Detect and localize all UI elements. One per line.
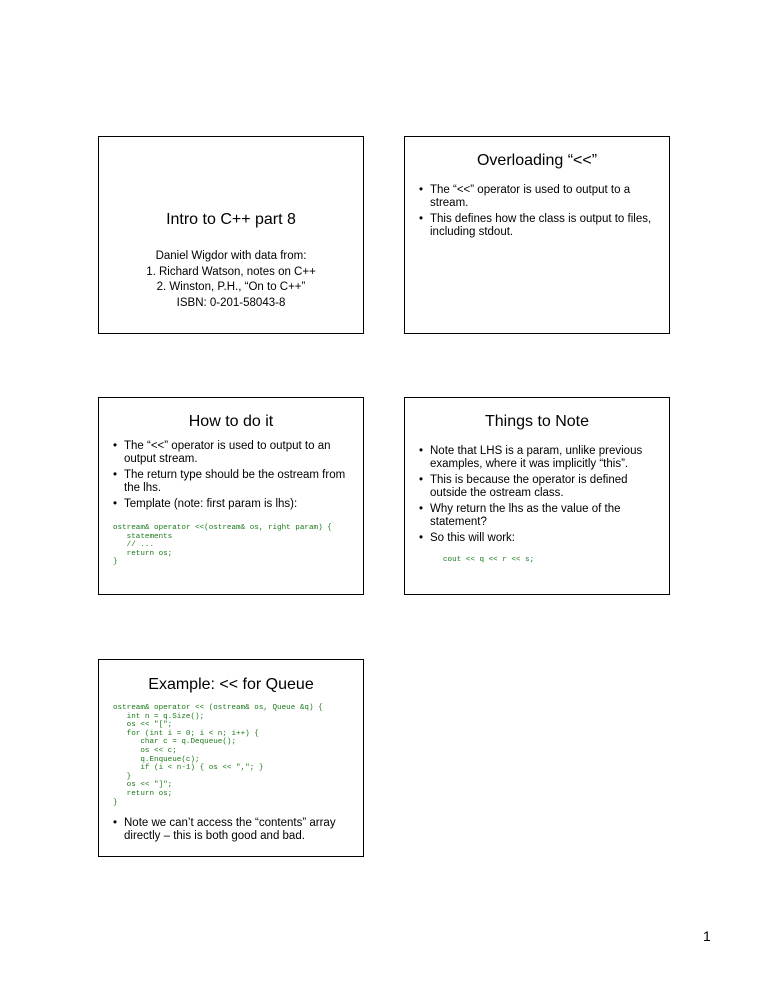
slide-title: How to do it — [188, 413, 274, 430]
slide-1 — [98, 136, 364, 334]
subtitle-line: Daniel Wigdor with data from: — [155, 250, 307, 262]
code-block: cout << q << r << s; — [443, 556, 535, 564]
slide-2 — [404, 136, 670, 334]
subtitle-line: 2. Winston, P.H., “On to C++” — [156, 281, 306, 293]
slide-5 — [98, 659, 364, 857]
slide-title: Intro to C++ part 8 — [166, 211, 296, 228]
bullet-item: • The “<<” operator is used to output to an output stream. — [113, 440, 349, 466]
bullet-item: • This defines how the class is output to files, including stdout. — [419, 213, 655, 239]
slide-title: Example: << for Queue — [148, 676, 314, 693]
page-number: 1 — [703, 928, 711, 944]
bullet-item: • Why return the lhs as the value of the statement? — [419, 503, 655, 529]
subtitle-line: ISBN: 0-201-58043-8 — [176, 296, 286, 309]
bullet-item: • So this will work: — [419, 532, 655, 545]
bullet-item: • Template (note: first param is lhs): — [113, 498, 349, 511]
bullet-item: • The “<<” operator is used to output to a stream. — [419, 184, 655, 210]
bullet-item: • The return type should be the ostream from the lhs. — [113, 469, 349, 495]
slide-title: Overloading “<<” — [476, 152, 598, 169]
slide-4 — [404, 397, 670, 595]
bullet-item: • Note we can’t access the “contents” array directly – this is both good and bad. — [113, 817, 349, 843]
code-block: ostream& operator << (ostream& os, Queue &q) { int n = q.Size(); os << "["; for (int i = 0; i < n; i++) { char c = q.Dequeue(); os << c; q.Enqueue(c); if (i < n-1) { os << ","; } } os << "]"; return os; } — [113, 704, 323, 807]
bullet-item: • This is because the operator is defined outside the ostream class. — [419, 474, 655, 500]
bullet-list — [113, 817, 349, 846]
bullet-list — [419, 445, 655, 548]
code-block: ostream& operator <<(ostream& os, right param) { statements // ... return os; } — [113, 524, 332, 567]
bullet-list — [113, 440, 349, 514]
slide-title: Things to Note — [484, 413, 590, 430]
bullet-item: • Note that LHS is a param, unlike previous examples, where it was implicitly “this”. — [419, 445, 655, 471]
slide-subtitle — [99, 249, 363, 311]
subtitle-line: 1. Richard Watson, notes on C++ — [146, 265, 316, 278]
slide-3 — [98, 397, 364, 595]
bullet-list — [419, 184, 655, 242]
